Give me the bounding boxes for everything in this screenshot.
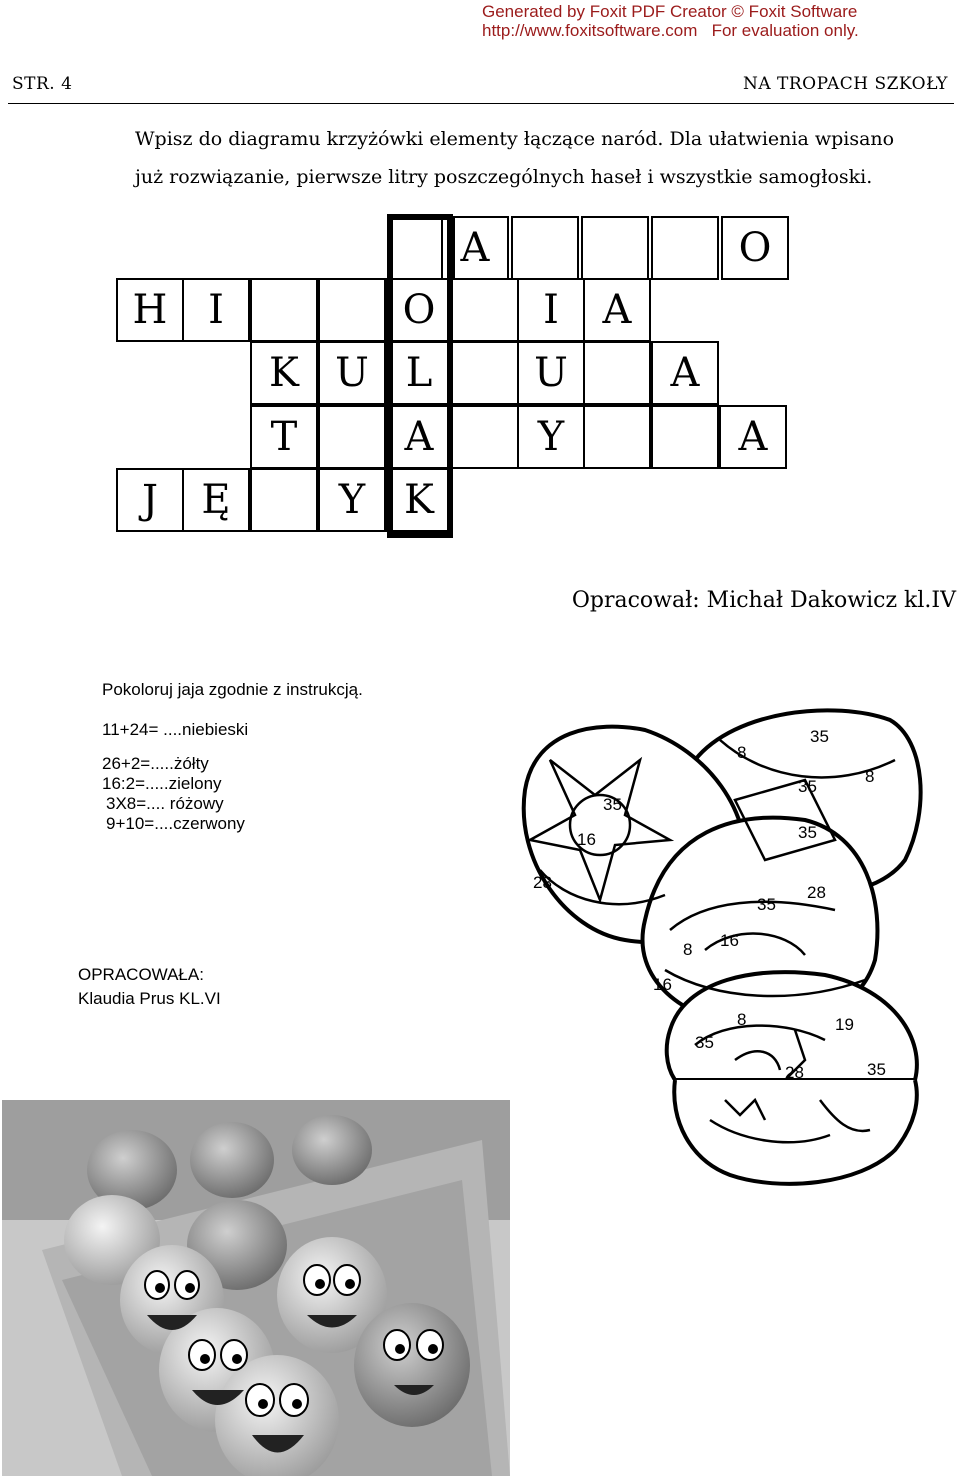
egg-number: 35 (603, 795, 622, 814)
rule-item: 3X8=.... różowy (106, 794, 224, 813)
cw-cell[interactable] (511, 216, 579, 280)
egg-number: 28 (785, 1063, 804, 1080)
egg-number: 28 (807, 883, 826, 902)
watermark-line2 (482, 21, 859, 41)
crossword-instruction-2: już rozwiązanie, pierwsze litry poszczególnych haseł i wszystkie samogłoski. (135, 166, 873, 188)
cw-cell[interactable]: I (517, 278, 585, 342)
cw-cell[interactable]: O (721, 216, 789, 280)
rule-item: 9+10=....czerwony (106, 814, 245, 833)
cw-cell[interactable]: I (182, 278, 250, 342)
cw-cell[interactable]: U (318, 341, 386, 405)
cw-cell[interactable] (250, 278, 318, 342)
coloring-author (78, 963, 221, 1011)
rule-item: 11+24= ....niebieski (102, 720, 249, 739)
cw-cell[interactable]: Y (318, 468, 386, 532)
watermark-url[interactable]: http://www.foxitsoftware.com (482, 21, 698, 40)
cw-cell[interactable]: L (385, 341, 453, 405)
egg-number: 8 (683, 940, 693, 959)
coloring-author-name: Klaudia Prus KL.VI (78, 989, 221, 1008)
coloring-author-label: OPRACOWAŁA: (78, 965, 204, 984)
cw-cell[interactable]: A (385, 405, 453, 469)
cw-cell[interactable]: A (719, 405, 787, 469)
coloring-title: Pokoloruj jaja zgodnie z instrukcją. (102, 680, 363, 699)
cw-cell[interactable] (318, 405, 386, 469)
cw-cell[interactable]: K (385, 468, 453, 532)
egg-number: 35 (867, 1060, 886, 1079)
cw-cell[interactable]: A (441, 216, 509, 280)
page-number: STR. 4 (12, 74, 73, 94)
cw-cell[interactable]: Ę (182, 468, 250, 532)
cw-cell[interactable]: H (116, 278, 184, 342)
crossword-author: Opracował: Michał Dakowicz kl.IV (571, 588, 956, 613)
cw-cell[interactable] (581, 216, 649, 280)
cw-cell[interactable]: K (250, 341, 318, 405)
coloring-instructions (102, 680, 363, 834)
easter-eggs-coloring (505, 700, 935, 1080)
egg-number: 35 (798, 777, 817, 796)
cw-cell[interactable]: T (250, 405, 318, 469)
rule-item: 16:2=.....zielony (102, 774, 222, 793)
egg-number: 8 (737, 1010, 747, 1029)
egg-number: 28 (533, 873, 552, 892)
egg-number: 35 (798, 823, 817, 842)
egg-number: 16 (720, 931, 739, 950)
rule-item: 26+2=.....żółty (102, 754, 209, 773)
cw-cell[interactable]: A (651, 341, 719, 405)
cw-cell[interactable] (651, 405, 719, 469)
egg-number: 19 (835, 1015, 854, 1034)
egg-number: 35 (810, 727, 829, 746)
cw-cell[interactable] (583, 405, 651, 469)
cw-cell[interactable] (451, 278, 519, 342)
egg-number: 16 (577, 830, 596, 849)
cw-cell[interactable] (250, 468, 318, 532)
cw-cell[interactable]: O (385, 278, 453, 342)
cw-cell[interactable] (651, 216, 719, 280)
watermark-note: For evaluation only. (711, 21, 859, 40)
section-title: NA TROPACH SZKOŁY (742, 74, 948, 94)
header-divider (8, 103, 954, 104)
cw-cell[interactable]: U (517, 341, 585, 405)
egg-number: 35 (695, 1033, 714, 1052)
eggs-photo (2, 1100, 510, 1476)
cw-cell[interactable] (451, 341, 519, 405)
egg-number: 8 (737, 743, 747, 762)
egg-number: 8 (865, 767, 875, 786)
egg-number: 35 (757, 895, 776, 914)
cw-cell[interactable] (451, 405, 519, 469)
easter-egg-front-lower (670, 1080, 930, 1190)
cw-cell[interactable] (318, 278, 386, 342)
cw-cell[interactable] (583, 341, 651, 405)
watermark-line1: Generated by Foxit PDF Creator © Foxit Software (482, 2, 858, 21)
cw-cell[interactable]: J (116, 468, 184, 532)
cw-cell[interactable]: Y (517, 405, 585, 469)
cw-cell[interactable]: A (583, 278, 651, 342)
crossword-instruction-1: Wpisz do diagramu krzyżówki elementy łączące naród. Dla ułatwienia wpisano (135, 128, 895, 150)
egg-number: 16 (653, 975, 672, 994)
